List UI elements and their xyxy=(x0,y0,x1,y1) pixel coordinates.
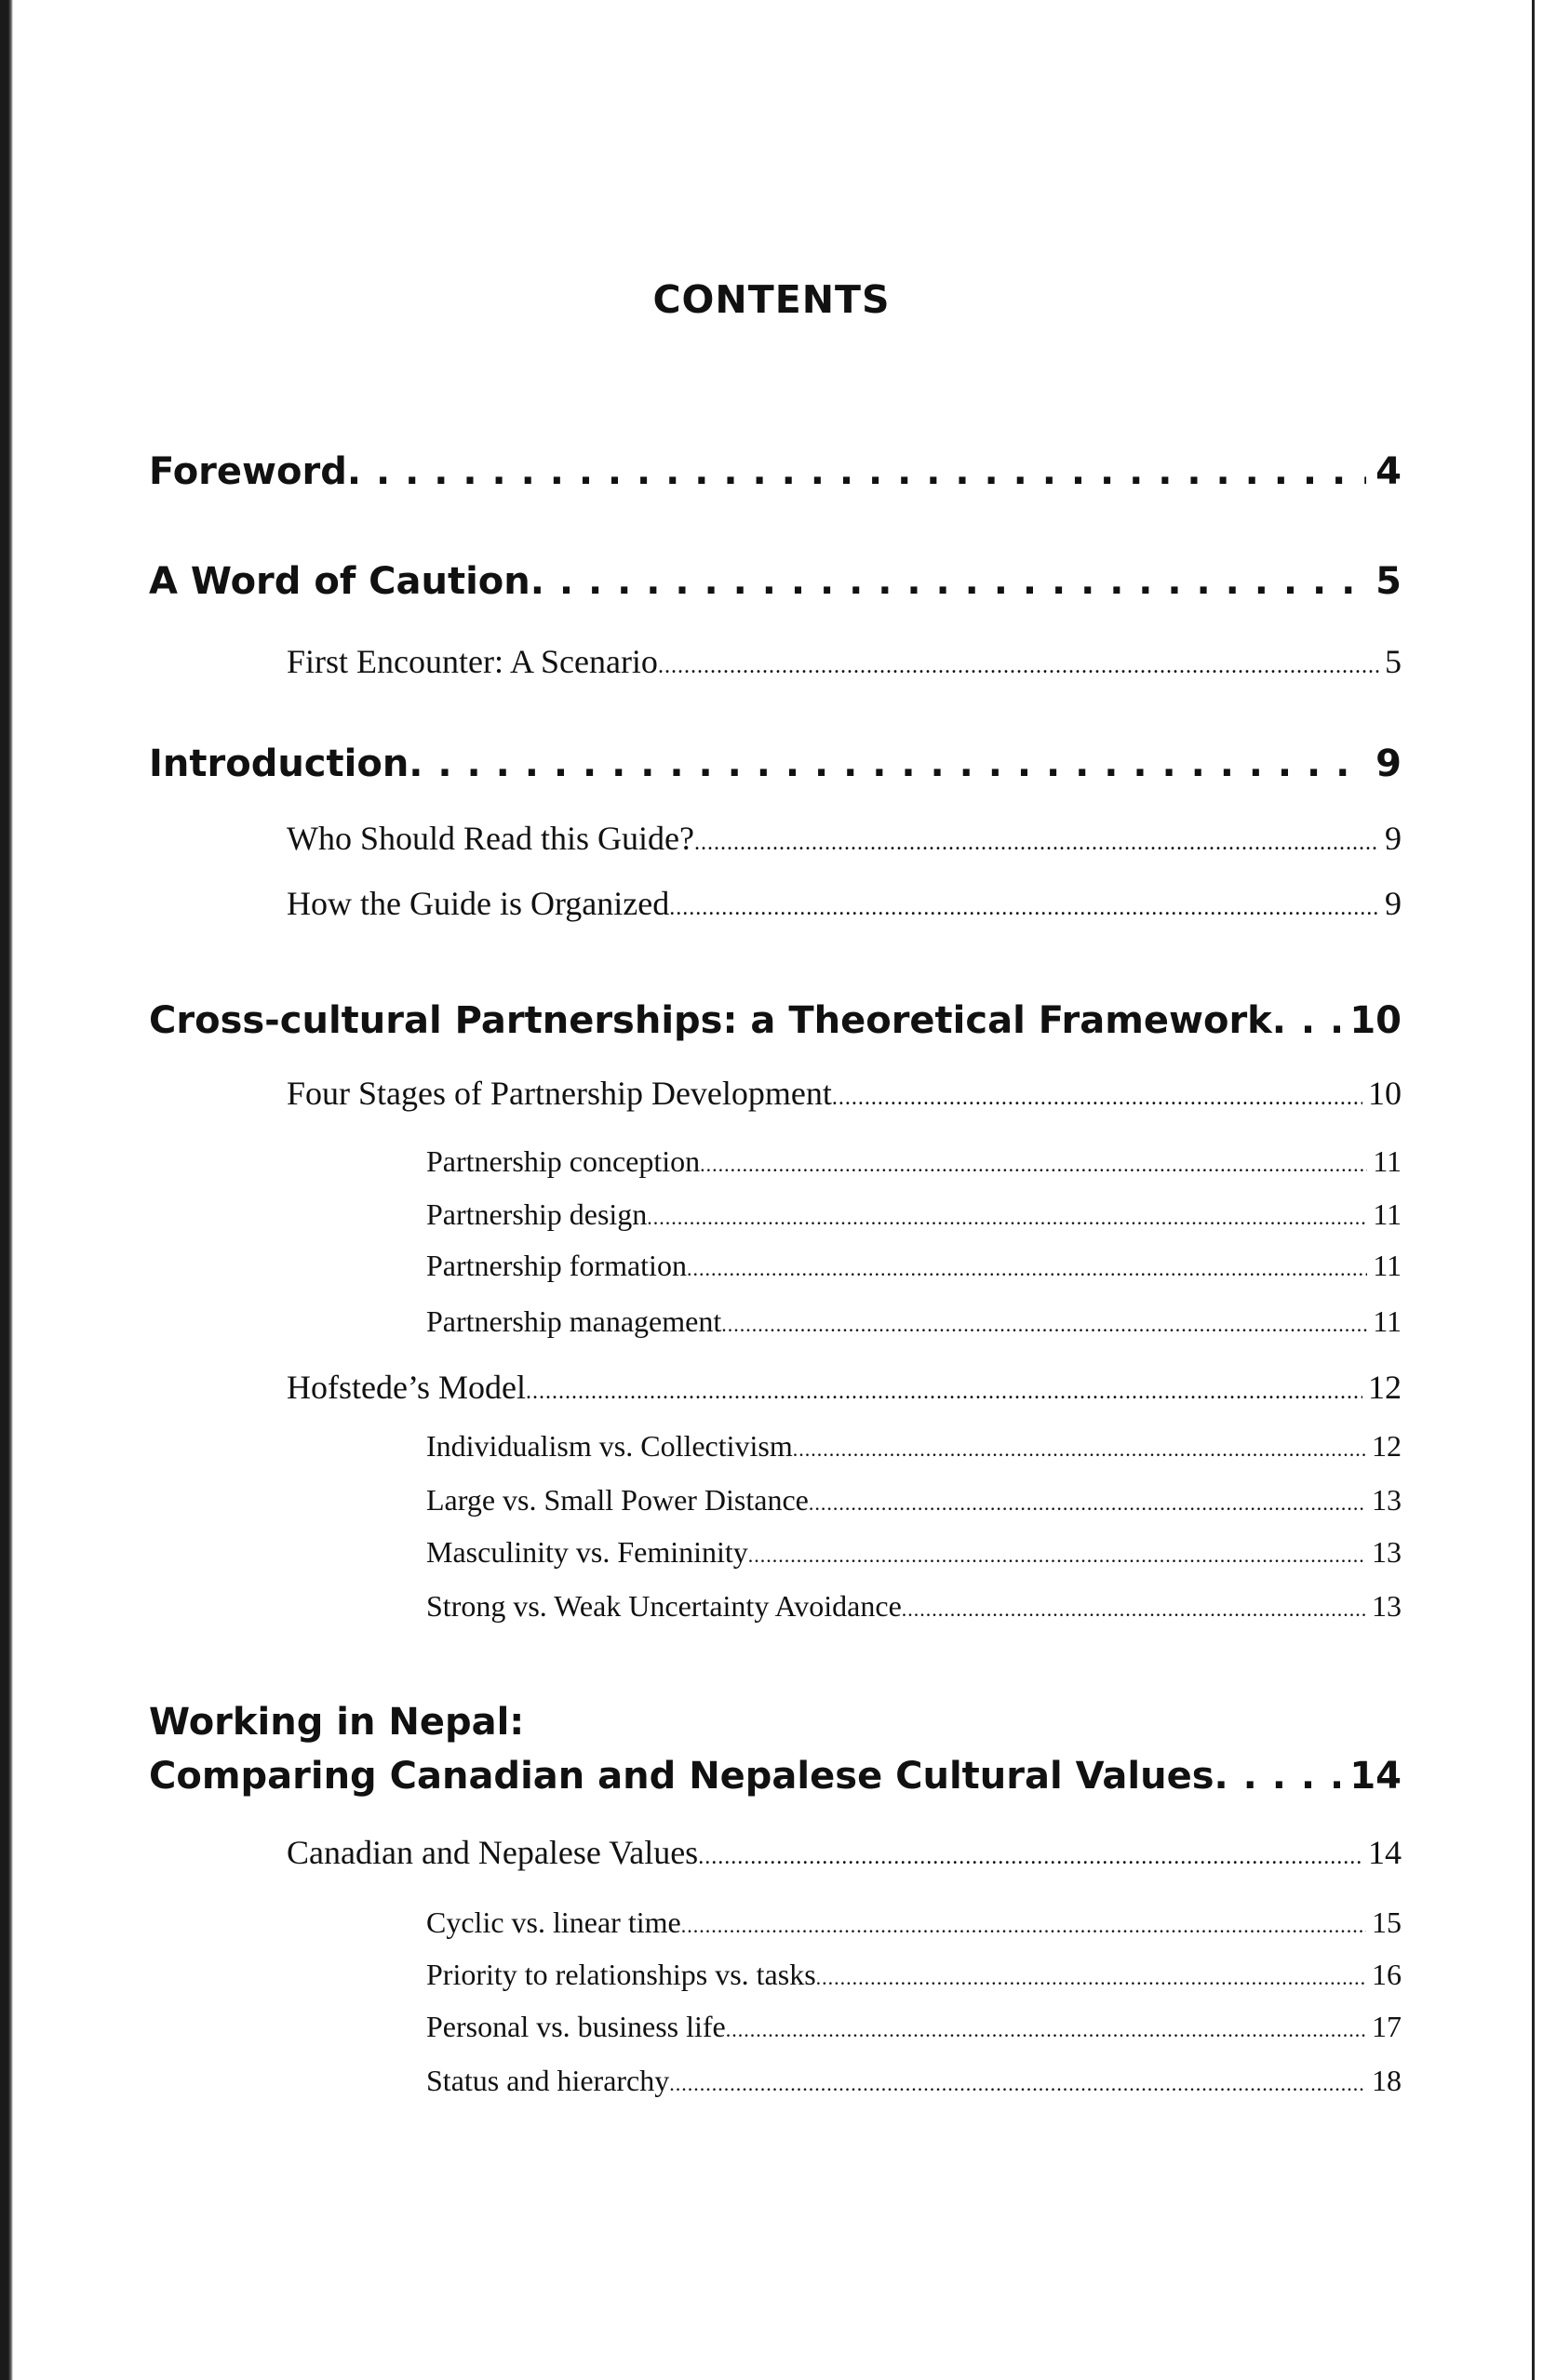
toc-entry-title: Strong vs. Weak Uncertainty Avoidance xyxy=(426,1589,902,1623)
toc-subentry-canadian-nepalese-values[interactable] xyxy=(287,1833,1402,1872)
scan-edge-left xyxy=(0,0,13,2380)
toc-subsubentry[interactable] xyxy=(426,1535,1402,1570)
toc-entry-title: Four Stages of Partnership Development xyxy=(287,1075,832,1112)
toc-subsubentry[interactable] xyxy=(426,1589,1402,1624)
dot-leader xyxy=(698,1833,1362,1872)
toc-entry-page: 12 xyxy=(1372,1429,1402,1463)
toc-subsubentry[interactable] xyxy=(426,1429,1402,1464)
dot-leader xyxy=(1214,1755,1341,1798)
toc-entry-title: A Word of Caution xyxy=(149,560,530,603)
toc-entry-page: 9 xyxy=(1385,885,1402,922)
dot-leader xyxy=(526,1368,1362,1407)
toc-entry-page: 9 xyxy=(1375,742,1402,785)
dot-leader xyxy=(530,560,1366,603)
toc-subentry-four-stages[interactable] xyxy=(287,1074,1402,1113)
toc-entry-page: 11 xyxy=(1373,1304,1402,1338)
toc-subentry-first-encounter[interactable] xyxy=(287,642,1402,681)
dot-leader xyxy=(748,1535,1366,1570)
dot-leader xyxy=(694,819,1379,858)
dot-leader xyxy=(681,1905,1366,1940)
toc-entry-page: 14 xyxy=(1368,1834,1402,1871)
dot-leader xyxy=(658,642,1379,681)
toc-entry-title: Masculinity vs. Femininity xyxy=(426,1535,748,1569)
toc-entry-a-word-of-caution[interactable] xyxy=(149,560,1402,603)
toc-entry-title: Cross-cultural Partnerships: a Theoretical Framework xyxy=(149,999,1272,1042)
toc-entry-page: 11 xyxy=(1373,1249,1402,1282)
toc-subsubentry[interactable] xyxy=(426,1144,1402,1179)
toc-subsubentry[interactable] xyxy=(426,2064,1402,2098)
toc-entry-title: Partnership design xyxy=(426,1197,648,1231)
toc-entry-page: 13 xyxy=(1372,1589,1402,1623)
toc-subentry-who-should-read[interactable] xyxy=(287,819,1402,858)
toc-entry-title: Foreword xyxy=(149,450,347,493)
toc-entry-page: 18 xyxy=(1372,2064,1402,2097)
dot-leader xyxy=(1272,999,1341,1042)
toc-entry-title: Partnership formation xyxy=(426,1249,687,1282)
toc-entry-page: 9 xyxy=(1385,820,1402,857)
dot-leader xyxy=(669,884,1379,923)
toc-entry-page: 17 xyxy=(1372,2010,1402,2043)
toc-entry-title: Cyclic vs. linear time xyxy=(426,1905,681,1939)
toc-entry-title: Comparing Canadian and Nepalese Cultural Values xyxy=(149,1755,1214,1798)
toc-entry-title: How the Guide is Organized xyxy=(287,885,670,922)
toc-entry-page: 10 xyxy=(1349,999,1402,1042)
toc-entry-working-in-nepal[interactable] xyxy=(149,1755,1402,1798)
toc-entry-page: 14 xyxy=(1349,1755,1402,1798)
toc-subentry-hofstede[interactable] xyxy=(287,1368,1402,1407)
dot-leader xyxy=(726,2010,1366,2044)
dot-leader xyxy=(816,1958,1366,1992)
toc-entry-introduction[interactable] xyxy=(149,742,1402,785)
toc-subentry-how-organized[interactable] xyxy=(287,884,1402,923)
toc-entry-page: 4 xyxy=(1375,450,1402,493)
dot-leader xyxy=(809,1483,1366,1518)
toc-subsubentry[interactable] xyxy=(426,1249,1402,1283)
toc-entry-title: Who Should Read this Guide? xyxy=(287,820,694,857)
toc-entry-title: Personal vs. business life xyxy=(426,2010,726,2043)
toc-entry-page: 16 xyxy=(1372,1958,1402,1991)
toc-entry-title: First Encounter: A Scenario xyxy=(287,643,658,680)
dot-leader xyxy=(347,450,1366,493)
dot-leader xyxy=(902,1589,1366,1624)
toc-entry-page: 11 xyxy=(1373,1144,1402,1178)
toc-entry-page: 13 xyxy=(1372,1483,1402,1517)
dot-leader xyxy=(700,1144,1367,1179)
toc-subsubentry[interactable] xyxy=(426,1483,1402,1518)
toc-subsubentry[interactable] xyxy=(426,1958,1402,1992)
dot-leader xyxy=(687,1249,1367,1283)
toc-entry-page: 5 xyxy=(1375,560,1402,603)
toc-entry-title: Status and hierarchy xyxy=(426,2064,670,2097)
dot-leader xyxy=(669,2064,1366,2098)
scan-edge-right xyxy=(1532,0,1535,2380)
toc-entry-page: 12 xyxy=(1368,1369,1402,1406)
toc-entry-working-in-nepal-line1[interactable]: Working in Nepal: xyxy=(149,1701,525,1744)
toc-entry-title: Introduction xyxy=(149,742,409,785)
dot-leader xyxy=(647,1197,1367,1232)
toc-entry-page: 15 xyxy=(1372,1905,1402,1939)
dot-leader xyxy=(409,742,1366,785)
toc-entry-title: Large vs. Small Power Distance xyxy=(426,1483,809,1517)
toc-entry-title: Partnership conception xyxy=(426,1144,701,1178)
toc-entry-page: 11 xyxy=(1373,1197,1402,1231)
toc-entry-title: Hofstede’s Model xyxy=(287,1369,526,1406)
toc-entry-page: 5 xyxy=(1385,643,1402,680)
toc-entry-title: Priority to relationships vs. tasks xyxy=(426,1958,816,1991)
toc-subsubentry[interactable] xyxy=(426,1197,1402,1232)
toc-subsubentry[interactable] xyxy=(426,1304,1402,1339)
toc-entry-page: 13 xyxy=(1372,1535,1402,1569)
dot-leader xyxy=(832,1074,1362,1113)
toc-entry-title: Partnership management xyxy=(426,1304,722,1338)
toc-entry-title: Canadian and Nepalese Values xyxy=(287,1834,699,1871)
toc-subsubentry[interactable] xyxy=(426,2010,1402,2044)
toc-entry-title: Individualism vs. Collectivism xyxy=(426,1429,793,1463)
page-title: CONTENTS xyxy=(652,277,891,322)
toc-entry-foreword[interactable] xyxy=(149,450,1402,493)
toc-entry-page: 10 xyxy=(1368,1075,1402,1112)
dot-leader xyxy=(721,1304,1367,1339)
toc-subsubentry[interactable] xyxy=(426,1905,1402,1940)
toc-entry-cross-cultural[interactable] xyxy=(149,999,1402,1042)
dot-leader xyxy=(793,1429,1366,1464)
